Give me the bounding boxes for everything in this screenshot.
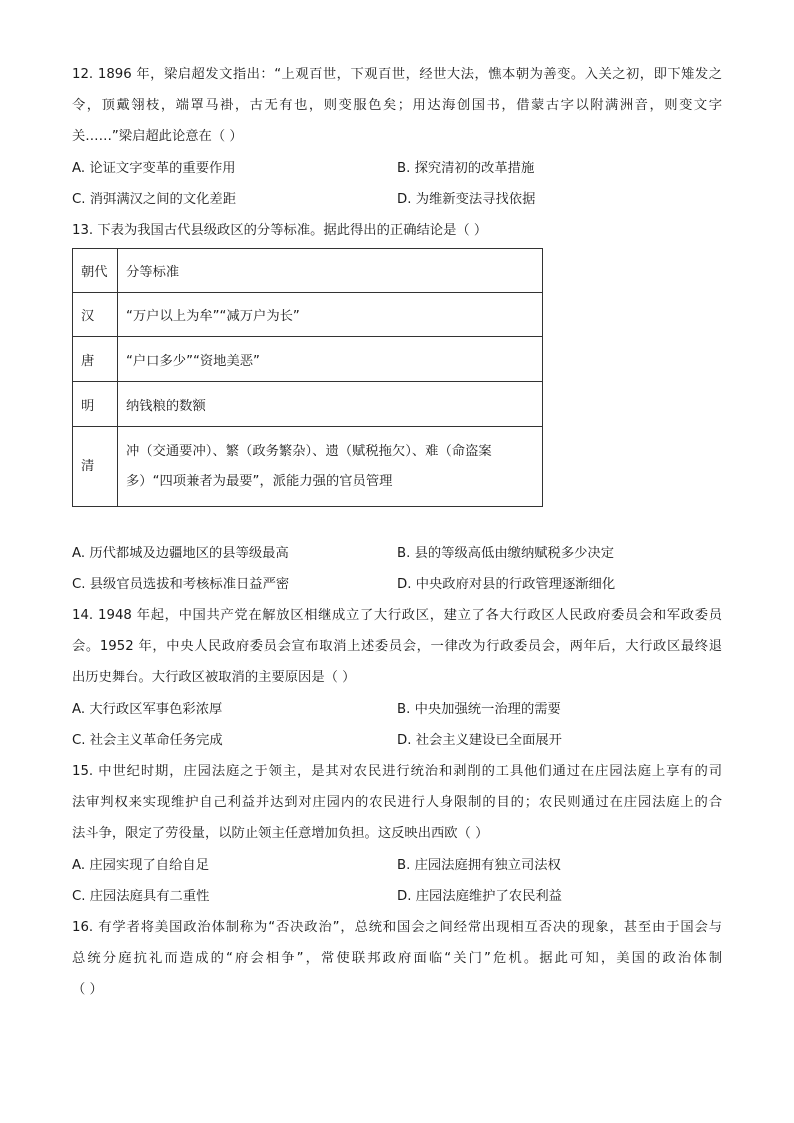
q12-stem-line3: 关……”梁启超此论意在（ ）	[72, 129, 243, 144]
table-cell-dynasty: 唐	[73, 337, 118, 382]
q12-option-d[interactable]: D. 为维新变法寻找依据	[397, 192, 536, 207]
table-cell-criteria: “户口多少”“资地美恶”	[118, 337, 543, 382]
table-row	[73, 293, 543, 337]
q12-stem-line1: 12. 1896 年，梁启超发文指出：“上观百世，下观百世，经世大法，憔本朝为善变。入关之初，即下雉发之	[72, 67, 722, 82]
q16-stem-line2: 总统分庭抗礼而造成的“府会相争”，常使联邦政府面临“关门”危机。据此可知，美国的政治体制	[72, 951, 722, 966]
q13-option-b[interactable]: B. 县的等级高低由缴纳赋税多少决定	[397, 546, 615, 561]
q14-option-d[interactable]: D. 社会主义建设已全面展开	[397, 733, 562, 748]
q15-option-d[interactable]: D. 庄园法庭维护了农民利益	[397, 889, 562, 904]
q15-stem-line2: 法审判权来实现维护自己利益并达到对庄园内的农民进行人身限制的目的；农民则通过在庄园法庭上的合	[72, 795, 722, 810]
q13-option-c[interactable]: C. 县级官员选拔和考核标准日益严密	[72, 577, 290, 592]
q12-option-a[interactable]: A. 论证文字变革的重要作用	[72, 161, 236, 176]
county-grading-table	[72, 248, 543, 507]
q14-option-a[interactable]: A. 大行政区军事色彩浓厚	[72, 702, 223, 717]
table-header-criteria: 分等标准	[118, 249, 543, 293]
table-cell-criteria-line2: 多）“四项兼者为最要”，派能力强的官员管理	[126, 473, 393, 489]
q15-option-a[interactable]: A. 庄园实现了自给自足	[72, 858, 209, 873]
q14-option-c[interactable]: C. 社会主义革命任务完成	[72, 733, 223, 748]
table-cell-dynasty: 明	[73, 382, 118, 427]
q15-stem-line3: 法斗争，限定了劳役量，以防止领主任意增加负担。这反映出西欧（ ）	[72, 826, 489, 841]
q14-stem-line1: 14. 1948 年起，中国共产党在解放区相继成立了大行政区，建立了各大行政区人民政府委员会和军政委员	[72, 608, 722, 623]
table-header-row	[73, 249, 543, 293]
q14-stem-line2: 会。1952 年，中央人民政府委员会宣布取消上述委员会，一律改为行政委员会，两年后，大行政区最终退	[72, 639, 722, 654]
q12-option-c[interactable]: C. 消弭满汉之间的文化差距	[72, 192, 237, 207]
table-row	[73, 337, 543, 382]
q16-stem-line1: 16. 有学者将美国政治体制称为“否决政治”，总统和国会之间经常出现相互否决的现象，甚至由于国会与	[72, 920, 722, 935]
q14-option-b[interactable]: B. 中央加强统一治理的需要	[397, 702, 561, 717]
table-cell-criteria	[118, 427, 543, 507]
q16-stem-line3: （ ）	[72, 982, 103, 997]
q15-option-c[interactable]: C. 庄园法庭具有二重性	[72, 889, 210, 904]
q15-stem-line1: 15. 中世纪时期，庄园法庭之于领主，是其对农民进行统治和剥削的工具他们通过在庄园法庭上享有的司	[72, 764, 722, 779]
table-row	[73, 427, 543, 507]
q14-stem-line3: 出历史舞台。大行政区被取消的主要原因是（ ）	[72, 670, 356, 685]
q12-option-b[interactable]: B. 探究清初的改革措施	[397, 161, 535, 176]
q13-stem: 13. 下表为我国古代县级政区的分等标准。据此得出的正确结论是（ ）	[72, 223, 488, 238]
q12-stem-line2: 令，顶戴翎枝，端罩马褂，古无有也，则变服色矣；用达海创国书，借蒙古字以附满洲音，则变文字	[72, 98, 722, 113]
table-cell-criteria-line1: 冲（交通要冲）、繁（政务繁杂）、遗（赋税拖欠）、难（命盗案	[126, 443, 492, 459]
table-row	[73, 382, 543, 427]
q13-option-a[interactable]: A. 历代都城及边疆地区的县等级最高	[72, 546, 289, 561]
table-header-dynasty: 朝代	[73, 249, 118, 293]
q15-option-b[interactable]: B. 庄园法庭拥有独立司法权	[397, 858, 561, 873]
table-cell-criteria: 纳钱粮的数额	[118, 382, 543, 427]
q13-option-d[interactable]: D. 中央政府对县的行政管理逐渐细化	[397, 577, 616, 592]
table-cell-dynasty: 汉	[73, 293, 118, 337]
table-cell-criteria: “万户以上为牟”“减万户为长”	[118, 293, 543, 337]
table-cell-dynasty: 清	[73, 427, 118, 507]
